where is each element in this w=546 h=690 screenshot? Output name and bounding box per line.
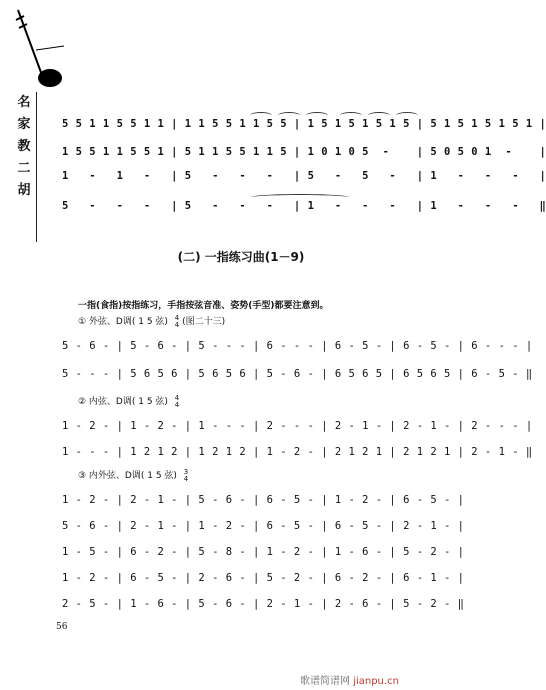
score-line: 5 5 1 1 5 5 1 1 | 1 1 5 5 1 1 5 5 | 1 5 1 5 1 5 1 5 | 5 1 5 1 5 1 5 1 | (62, 118, 546, 130)
exercise-label (78, 394, 179, 409)
exercise-label (78, 468, 188, 483)
time-sig-bottom: 4 (174, 320, 180, 329)
score-line: 1 - 2 - | 2 - 1 - | 5 - 6 - | 6 - 5 - | 1 - 2 - | 6 - 5 - | (62, 494, 465, 506)
score-line: 1 - - - | 1 2 1 2 | 1 2 1 2 | 1 - 2 - | 2 1 2 1 | 2 1 2 1 | 2 - 1 - ‖ (62, 446, 533, 458)
time-sig-top: 3 (183, 467, 189, 476)
time-sig-bottom: 4 (174, 400, 180, 409)
score-line: 5 - 6 - | 5 - 6 - | 5 - - - | 6 - - - | 6 - 5 - | 6 - 5 - | 6 - - - | (62, 340, 533, 352)
exercise-label (78, 314, 225, 329)
watermark-url: jianpu.cn (353, 676, 399, 687)
exercise-title: ① 外弦、D调( 1 5 弦) (78, 317, 168, 327)
watermark-site: 歌谱简谱网 (300, 676, 350, 687)
page-number: 56 (56, 622, 68, 632)
score-line: 1 - 2 - | 6 - 5 - | 2 - 6 - | 5 - 2 - | 6 - 2 - | 6 - 1 - | (62, 572, 465, 584)
score-line: 2 - 5 - | 1 - 6 - | 5 - 6 - | 2 - 1 - | 2 - 6 - | 5 - 2 - ‖ (62, 598, 465, 610)
time-signature (175, 395, 179, 409)
section-title: (二) 一指练习曲(1－9) (177, 250, 305, 264)
figure-note: (图二十三) (182, 317, 226, 327)
score-line: 1 - 2 - | 1 - 2 - | 1 - - - | 2 - - - | 2 - 1 - | 2 - 1 - | 2 - - - | (62, 420, 533, 432)
time-sig-top: 4 (174, 313, 180, 322)
side-title-char: 二 (17, 161, 31, 176)
exercise-title: ② 内弦、D调( 1 5 弦) (78, 397, 168, 407)
score-line: 1 - 5 - | 6 - 2 - | 5 - 8 - | 1 - 2 - | 1 - 6 - | 5 - 2 - | (62, 546, 465, 558)
side-title-char: 家 (17, 117, 31, 132)
time-sig-top: 4 (174, 393, 180, 402)
watermark (300, 672, 399, 687)
score-line: 5 - - - | 5 6 5 6 | 5 6 5 6 | 5 - 6 - | 6 5 6 5 | 6 5 6 5 | 6 - 5 - ‖ (62, 368, 533, 380)
score-line: 1 5 5 1 1 5 5 1 | 5 1 1 5 5 1 1 5 | 1 0 1 0 5 - | 5 0 5 0 1 - | (62, 146, 546, 158)
side-rule (36, 92, 37, 242)
score-line: 1 - 1 - | 5 - - - | 5 - 5 - | 1 - - - | (62, 170, 546, 182)
side-title-char: 教 (17, 139, 31, 154)
side-book-title (14, 92, 34, 202)
time-signature (184, 469, 188, 483)
erhu-illustration (6, 6, 66, 92)
score-line: 5 - - - | 5 - - - | 1 - - - | 1 - - - ‖ (62, 200, 546, 212)
exercise-title: ③ 内外弦、D调( 1 5 弦) (78, 471, 177, 481)
instruction-text: 一指(食指)按指练习，手指按弦音准、姿势(手型)都要注意到。 (78, 301, 329, 311)
score-line: 5 - 6 - | 2 - 1 - | 1 - 2 - | 6 - 5 - | 6 - 5 - | 2 - 1 - | (62, 520, 465, 532)
time-signature (175, 315, 179, 329)
side-title-char: 名 (17, 95, 31, 110)
side-title-char: 胡 (17, 183, 31, 198)
time-sig-bottom: 4 (183, 474, 189, 483)
